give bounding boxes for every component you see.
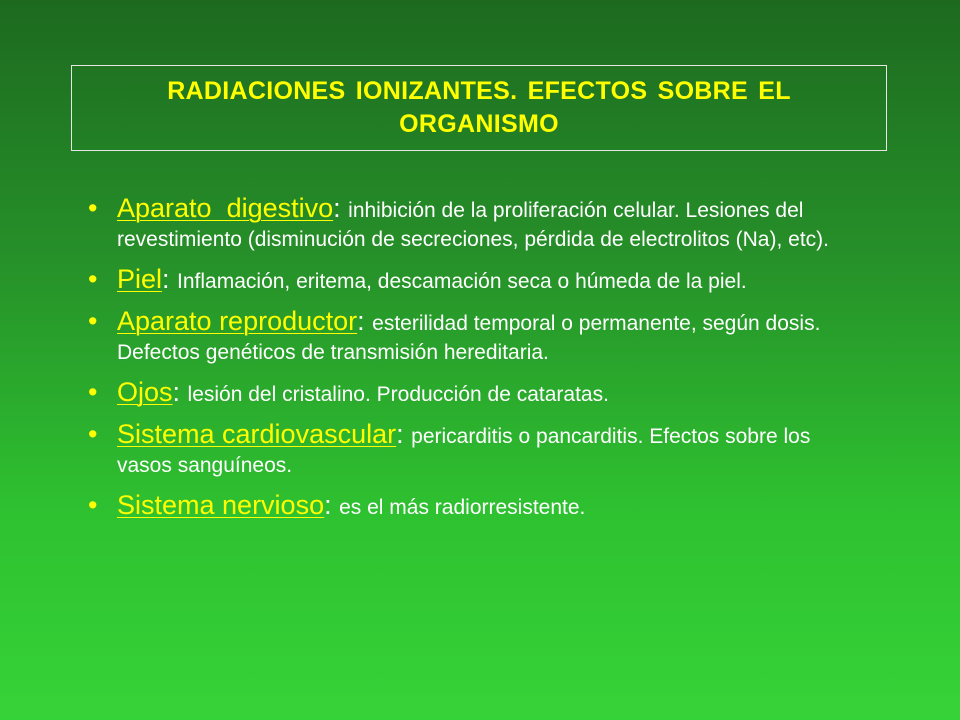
bullet-list [88, 191, 868, 530]
bullet-dot-icon: • [88, 193, 98, 223]
bullet-heading: Piel [117, 264, 163, 294]
bullet-text: pericarditis o pancarditis. Efectos sobre los vasos sanguíneos. [117, 425, 811, 477]
bullet-heading: Ojos [117, 377, 173, 407]
bullet-separator: : [162, 264, 178, 294]
bullet-dot-icon: • [88, 377, 98, 407]
bullet-dot-icon: • [88, 419, 98, 449]
bullet-heading: Aparato digestivo [117, 193, 334, 223]
bullet-dot-icon: • [88, 490, 98, 520]
bullet-separator: : [172, 377, 188, 407]
bullet-item-cardiovascular [88, 417, 868, 480]
bullet-separator: : [324, 490, 340, 520]
bullet-item-digestive [88, 191, 868, 254]
bullet-separator: : [396, 419, 412, 449]
bullet-text: es el más radiorresistente. [339, 496, 586, 519]
bullet-separator: : [357, 306, 373, 336]
bullet-heading: Sistema nervioso [117, 490, 325, 520]
bullet-text: lesión del cristalino. Producción de cataratas. [187, 383, 609, 406]
bullet-text: esterilidad temporal o permanente, según dosis. Defectos genéticos de transmisión hereditaria. [117, 312, 821, 364]
bullet-item-eyes [88, 375, 868, 409]
bullet-dot-icon: • [88, 306, 98, 336]
bullet-heading: Sistema cardiovascular [117, 419, 397, 449]
bullet-separator: : [333, 193, 349, 223]
bullet-text: Inflamación, eritema, descamación seca o húmeda de la piel. [177, 270, 747, 293]
slide-title: RADIACIONES IONIZANTES. EFECTOS SOBRE EL ORGANISMO [167, 77, 791, 138]
bullet-text: inhibición de la proliferación celular. Lesiones del revestimiento (disminución de secreciones, pérdida de electrolitos (Na), etc). [117, 199, 829, 251]
title-box [71, 65, 887, 151]
bullet-item-skin [88, 262, 868, 296]
bullet-dot-icon: • [88, 264, 98, 294]
bullet-item-reproductive [88, 304, 868, 367]
bullet-item-nervous [88, 488, 868, 522]
bullet-heading: Aparato reproductor [117, 306, 358, 336]
